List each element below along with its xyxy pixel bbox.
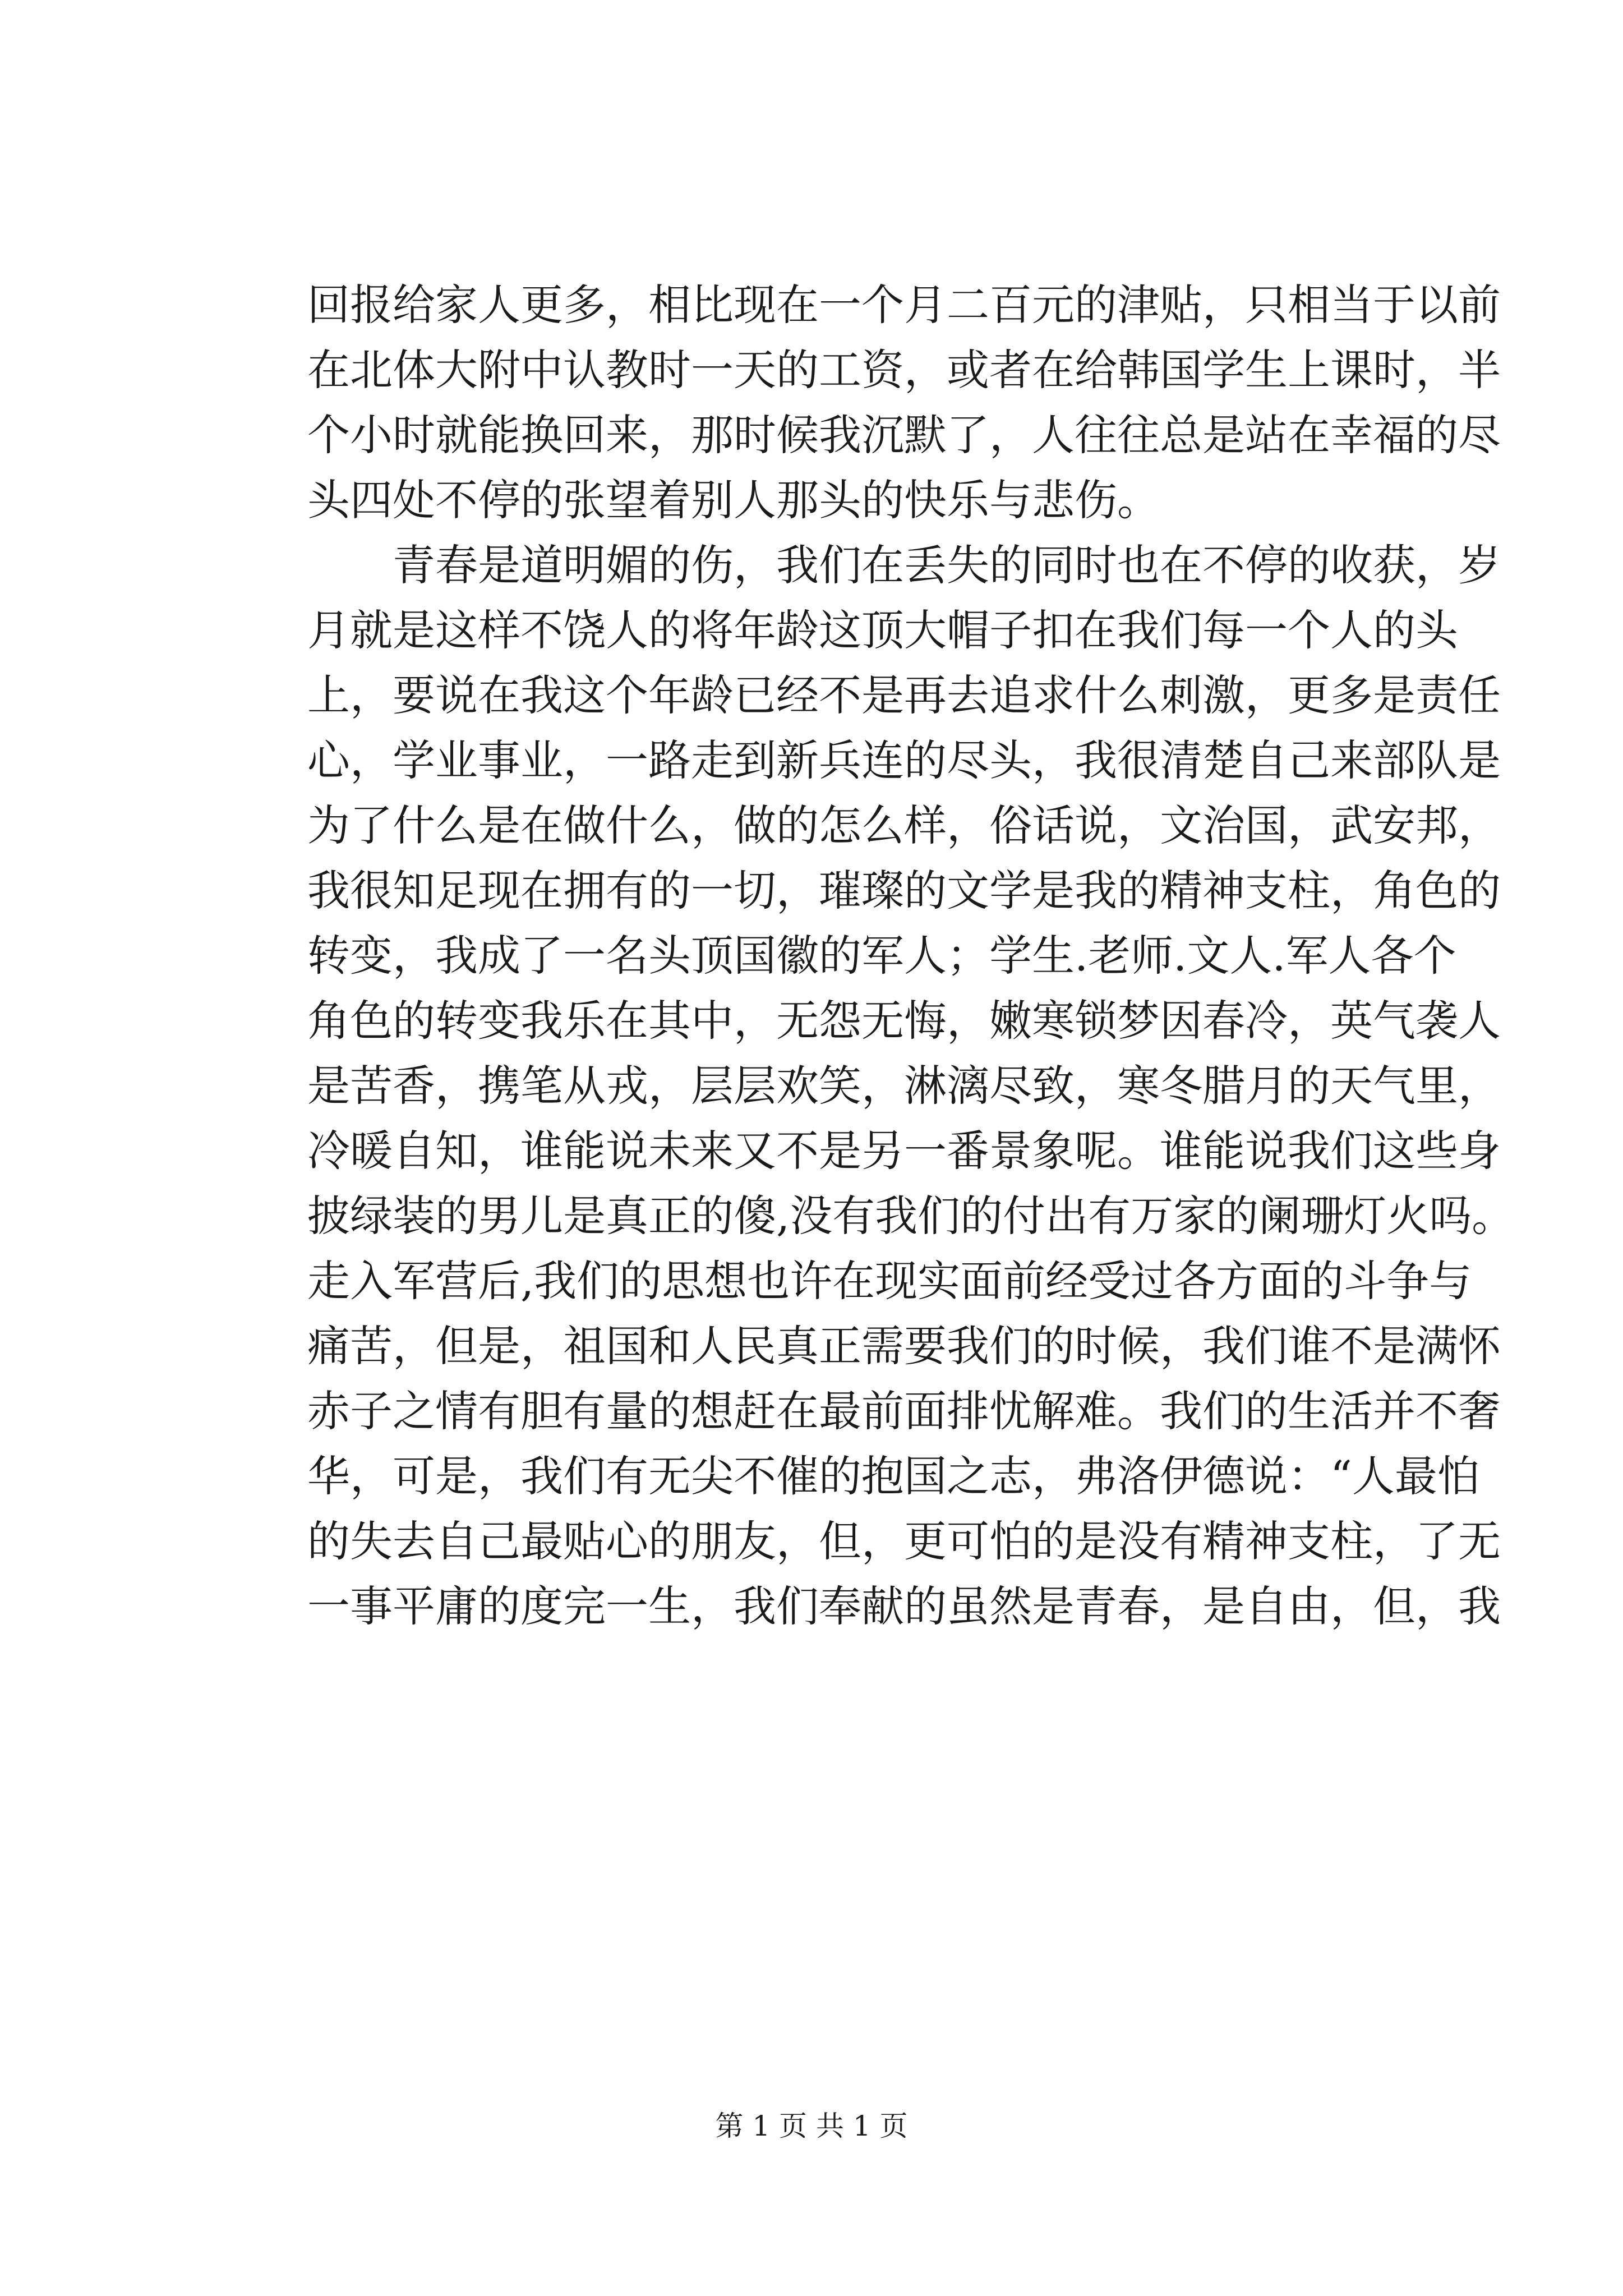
text-line: 是苦香，携笔从戎，层层欢笑，淋漓尽致，寒冬腊月的天气里， [307,1061,1501,1111]
text-line: 心，学业事业，一路走到新兵连的尽头，我很清楚自己来部队是 [307,735,1501,785]
text-line: 披绿装的男儿是真正的傻,没有我们的付出有万家的阑珊灯火吗。 [307,1191,1515,1241]
text-line: 华，可是，我们有无尖不催的抱国之志，弗洛伊德说：“人最怕 [307,1451,1480,1501]
text-line: 回报给家人更多，相比现在一个月二百元的津贴，只相当于以前 [307,280,1501,330]
text-line: 青春是道明媚的伤，我们在丢失的同时也在不停的收获，岁 [393,540,1501,590]
text-line: 月就是这样不饶人的将年龄这顶大帽子扣在我们每一个人的头 [307,605,1458,655]
page-number-label: 第 1 页 共 1 页 [715,2110,908,2142]
text-line: 上，要说在我这个年龄已经不是再去追求什么刺激，更多是责任 [307,670,1501,720]
text-line: 角色的转变我乐在其中，无怨无悔，嫩寒锁梦因春冷，英气袭人 [307,996,1501,1046]
text-line: 冷暖自知，谁能说未来又不是另一番景象呢。谁能说我们这些身 [307,1126,1501,1176]
text-line: 痛苦，但是，祖国和人民真正需要我们的时候，我们谁不是满怀 [307,1321,1501,1371]
text-line: 转变，我成了一名头顶国徽的军人；学生.老师.文人.军人各个 [307,931,1456,981]
text-line: 头四处不停的张望着别人那头的快乐与悲伤。 [307,475,1160,525]
text-line: 赤子之情有胆有量的想赶在最前面排忧解难。我们的生活并不奢 [307,1386,1501,1436]
body-text [307,273,1515,1639]
text-line: 我很知足现在拥有的一切，璀璨的文学是我的精神支柱，角色的 [307,866,1501,915]
text-line: 个小时就能换回来，那时候我沉默了，人往往总是站在幸福的尽 [307,410,1501,460]
text-line: 走入军营后,我们的思想也许在现实面前经受过各方面的斗争与 [307,1256,1472,1306]
text-line: 在北体大附中认教时一天的工资，或者在给韩国学生上课时，半 [307,345,1501,395]
page-footer [0,2109,1623,2143]
text-line: 一事平庸的度完一生，我们奉献的虽然是青春，是自由，但，我 [307,1581,1501,1631]
text-line: 的失去自己最贴心的朋友，但，更可怕的是没有精神支柱，了无 [307,1516,1501,1566]
text-line: 为了什么是在做什么，做的怎么样，俗话说，文治国，武安邦， [307,800,1501,850]
